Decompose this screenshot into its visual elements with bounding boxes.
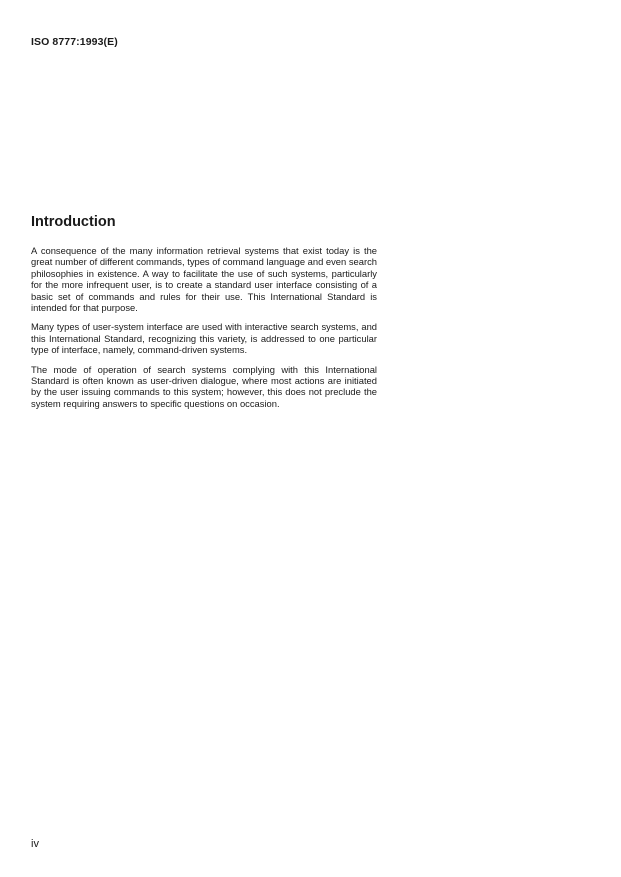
paragraph-3: The mode of operation of search systems complying with this International Standard is often known as user-driven dialogue, where most actions are initiated by the user issuing commands to this system; however, this does not preclude the system requiring answers to specific questions on occasion.: [31, 363, 377, 409]
paragraph-1: A consequence of the many information retrieval systems that exist today is the great number of different commands, types of command language and even search philosophies in existence. A way to facilitate the use of such systems, particularly for the more infrequent user, is to create a standard user interface consisting of a basic set of commands and rules for their use. This International Standard is intended for that purpose.: [31, 245, 377, 314]
introduction-body: [31, 245, 377, 417]
page-number: iv: [31, 838, 39, 850]
section-title: Introduction: [31, 214, 116, 230]
paragraph-2: Many types of user-system interface are used with interactive search systems, and this International Standard, recognizing this variety, is addressed to one particular type of interface, namely, command-driven systems.: [31, 321, 377, 356]
document-id: ISO 8777:1993(E): [31, 36, 118, 48]
